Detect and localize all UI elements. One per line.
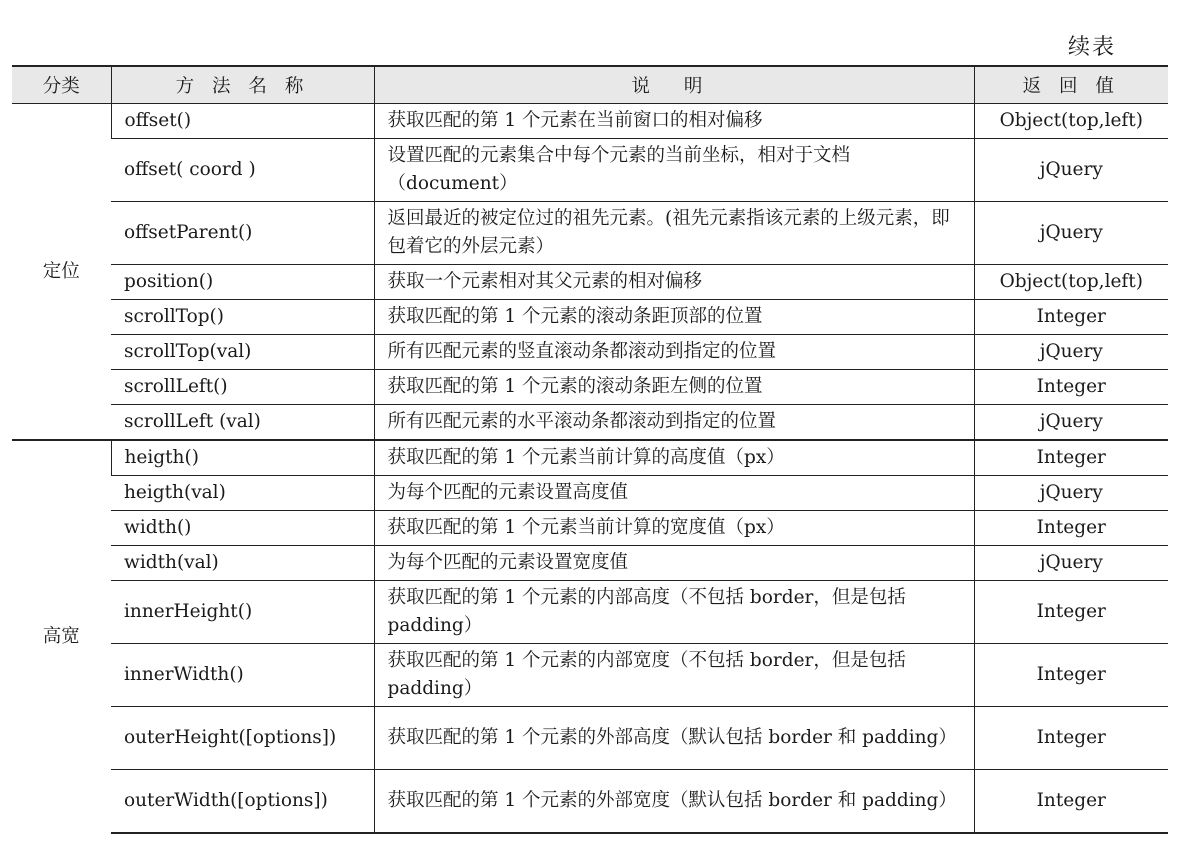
method-cell: innerHeight() [111,581,374,644]
method-cell: innerWidth() [111,644,374,707]
description-cell: 获取匹配的第 1 个元素在当前窗口的相对偏移 [374,104,974,139]
table-header [12,66,1168,104]
category-cell: 高宽 [12,440,111,833]
method-cell: offset( coord ) [111,139,374,202]
method-cell: scrollLeft() [111,370,374,405]
returns-cell: Integer [974,440,1168,476]
header-description: 说 明 [374,66,974,104]
table-row [12,546,1168,581]
description-cell: 获取一个元素相对其父元素的相对偏移 [374,265,974,300]
method-cell: width(val) [111,546,374,581]
method-cell: offsetParent() [111,202,374,265]
category-cell: 定位 [12,104,111,441]
description-cell: 获取匹配的第 1 个元素的外部高度（默认包括 border 和 padding） [374,707,974,770]
method-cell: width() [111,511,374,546]
table-body [12,104,1168,834]
description-cell: 获取匹配的第 1 个元素当前计算的宽度值（px） [374,511,974,546]
description-cell: 获取匹配的第 1 个元素的滚动条距顶部的位置 [374,300,974,335]
table-row [12,707,1168,770]
method-cell: heigth(val) [111,476,374,511]
method-cell: scrollLeft (val) [111,405,374,441]
table-row [12,202,1168,265]
header-method: 方 法 名 称 [111,66,374,104]
returns-cell: jQuery [974,335,1168,370]
table-row [12,644,1168,707]
description-cell: 设置匹配的元素集合中每个元素的当前坐标，相对于文档（document） [374,139,974,202]
table-row [12,511,1168,546]
table-row [12,300,1168,335]
description-cell: 为每个匹配的元素设置宽度值 [374,546,974,581]
returns-cell: Integer [974,370,1168,405]
method-cell: position() [111,265,374,300]
table-row [12,335,1168,370]
returns-cell: Integer [974,707,1168,770]
returns-cell: Integer [974,581,1168,644]
table-row [12,770,1168,834]
description-cell: 获取匹配的第 1 个元素的外部宽度（默认包括 border 和 padding） [374,770,974,834]
description-cell: 为每个匹配的元素设置高度值 [374,476,974,511]
description-cell: 返回最近的被定位过的祖先元素。(祖先元素指该元素的上级元素，即包着它的外层元素） [374,202,974,265]
returns-cell: Object(top,left) [974,265,1168,300]
description-cell: 所有匹配元素的竖直滚动条都滚动到指定的位置 [374,335,974,370]
returns-cell: jQuery [974,139,1168,202]
returns-cell: jQuery [974,405,1168,441]
returns-cell: jQuery [974,476,1168,511]
description-cell: 获取匹配的第 1 个元素的内部宽度（不包括 border，但是包括 padding） [374,644,974,707]
table-row [12,265,1168,300]
returns-cell: Integer [974,644,1168,707]
continued-label: 续表 [1067,35,1116,60]
table-row [12,104,1168,139]
description-cell: 获取匹配的第 1 个元素的内部高度（不包括 border，但是包括 padding） [374,581,974,644]
returns-cell: Object(top,left) [974,104,1168,139]
returns-cell: jQuery [974,546,1168,581]
returns-cell: Integer [974,511,1168,546]
returns-cell: jQuery [974,202,1168,265]
table-row [12,139,1168,202]
table-row [12,476,1168,511]
method-reference-table [12,65,1168,834]
description-cell: 获取匹配的第 1 个元素的滚动条距左侧的位置 [374,370,974,405]
method-cell: heigth() [111,440,374,476]
description-cell: 获取匹配的第 1 个元素当前计算的高度值（px） [374,440,974,476]
returns-cell: Integer [974,300,1168,335]
table-row [12,440,1168,476]
method-cell: scrollTop(val) [111,335,374,370]
header-returns: 返 回 值 [974,66,1168,104]
table-row [12,370,1168,405]
table-row [12,405,1168,441]
method-cell: scrollTop() [111,300,374,335]
header-category: 分类 [12,66,111,104]
description-cell: 所有匹配元素的水平滚动条都滚动到指定的位置 [374,405,974,441]
method-cell: offset() [111,104,374,139]
method-cell: outerHeight([options]) [111,707,374,770]
returns-cell: Integer [974,770,1168,834]
method-cell: outerWidth([options]) [111,770,374,834]
table-row [12,581,1168,644]
